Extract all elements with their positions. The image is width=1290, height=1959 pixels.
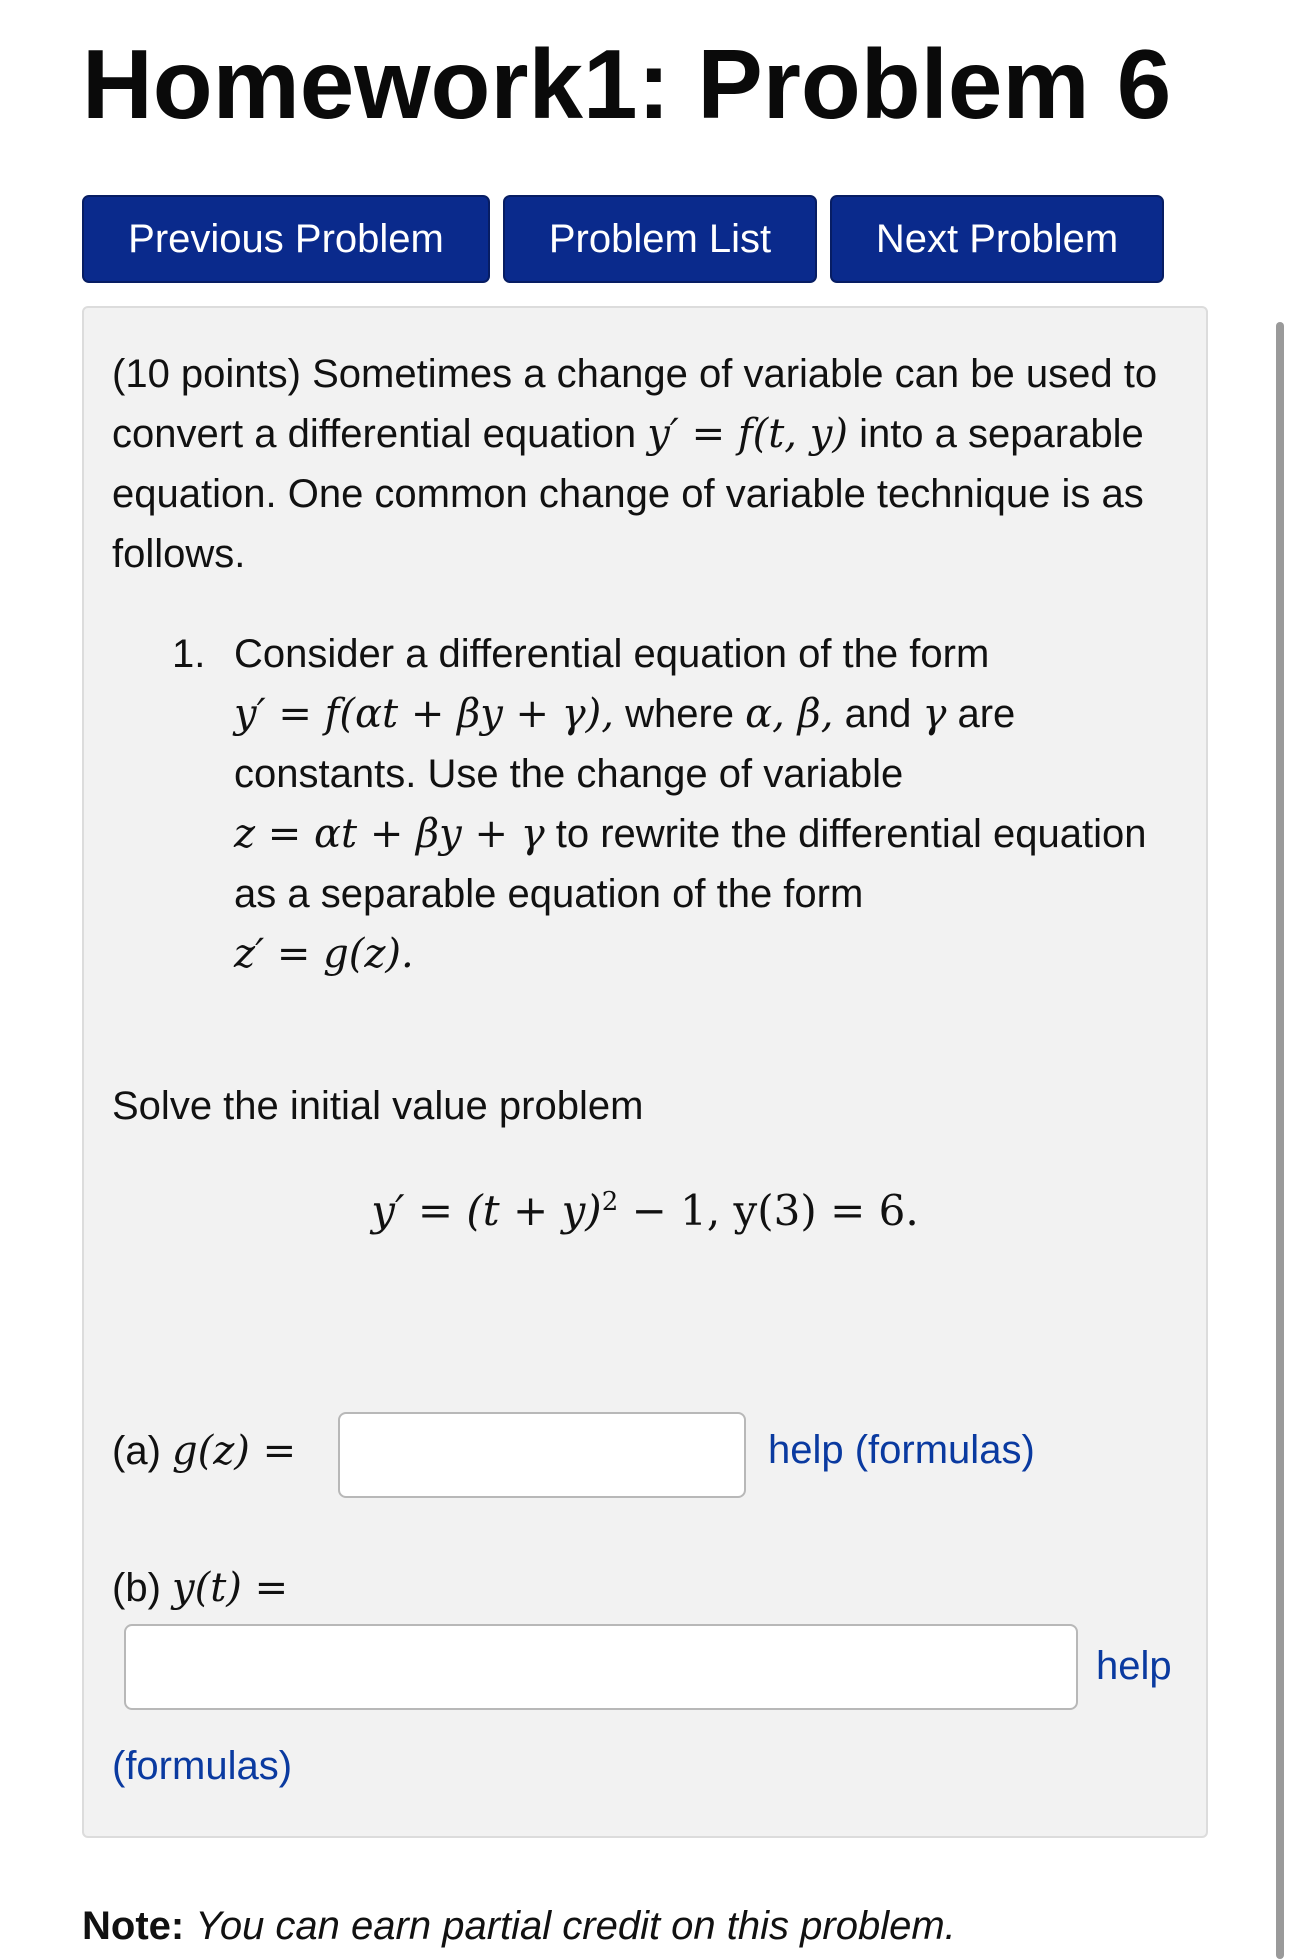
part-b-math: y(t) = xyxy=(172,1565,289,1611)
answer-g-input[interactable] xyxy=(338,1412,746,1498)
step-number: 1. xyxy=(172,632,206,676)
page-title: Homework1: Problem 6 xyxy=(82,29,1172,139)
answer-y-input[interactable] xyxy=(124,1624,1078,1710)
part-a-math: g(z) = xyxy=(172,1428,297,1474)
intro-text-suffix: into a separable equation. One common change of variable technique is as follows. xyxy=(112,412,1144,576)
step-equation-form: y′ = f(αt + βy + γ), xyxy=(234,691,614,737)
step-gamma: γ xyxy=(922,691,947,737)
part-b-prefix: (b) xyxy=(112,1566,161,1610)
problem-navigation xyxy=(82,195,1164,283)
previous-problem-button[interactable]: Previous Problem xyxy=(82,195,490,283)
step-text: to rewrite the differential equation as a separable equation of the form xyxy=(234,812,1147,916)
solve-instruction: Solve the initial value problem xyxy=(112,1084,644,1128)
step-target-form: z′ = g(z). xyxy=(234,931,414,977)
part-a-label xyxy=(112,1428,296,1474)
problem-body xyxy=(82,306,1208,1838)
part-b-label xyxy=(112,1565,288,1611)
note-label: Note: xyxy=(82,1904,185,1948)
next-problem-button[interactable]: Next Problem xyxy=(830,195,1164,283)
problem-list-button[interactable]: Problem List xyxy=(503,195,817,283)
part-a-prefix: (a) xyxy=(112,1429,161,1473)
steps-list xyxy=(112,624,1152,984)
step-item xyxy=(112,624,1152,984)
note-text: You can earn partial credit on this problem. xyxy=(195,1904,956,1948)
formulas-link[interactable]: (formulas) xyxy=(112,1744,293,1788)
step-parameters: α, β, xyxy=(745,691,834,737)
step-text: where xyxy=(625,692,735,736)
intro-text-prefix: (10 points) Sometimes a change of variable can be used to convert a differential equation xyxy=(112,352,1158,456)
partial-credit-note xyxy=(82,1904,956,1949)
step-text: and xyxy=(844,692,912,736)
ivp-equation xyxy=(84,1186,1206,1235)
ivp-rhs: − 1, y(3) = 6. xyxy=(618,1186,919,1235)
step-text: Consider a differential equation of the form xyxy=(234,632,990,676)
problem-intro xyxy=(112,344,1192,584)
step-substitution: z = αt + βy + γ xyxy=(234,811,545,857)
step-text: are constants. Use the change of variable xyxy=(234,692,1016,796)
help-link[interactable]: help xyxy=(1096,1644,1172,1688)
ivp-exponent: 2 xyxy=(601,1187,619,1217)
help-formulas-link[interactable]: help (formulas) xyxy=(768,1428,1035,1472)
intro-equation: y′ = f(t, y) xyxy=(647,411,848,457)
ivp-lhs: y′ = (t + y) xyxy=(371,1186,602,1235)
page-scrollbar[interactable] xyxy=(1276,322,1284,1959)
